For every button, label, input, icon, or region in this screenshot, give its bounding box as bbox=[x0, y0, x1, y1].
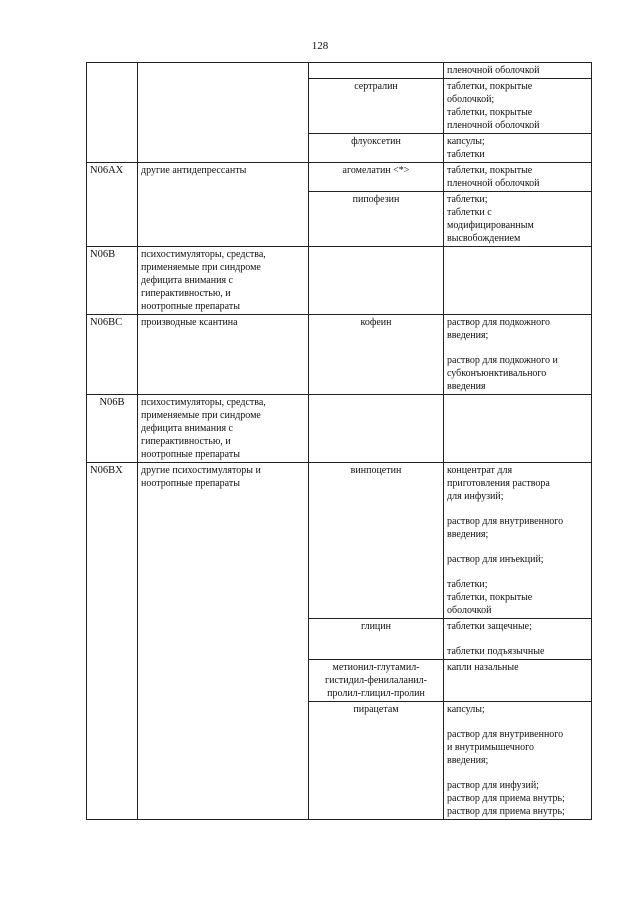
form-cell bbox=[444, 247, 592, 315]
atc-code-cell bbox=[87, 63, 138, 163]
form-text: раствор для инфузий; раствор для приема внутрь; раствор для приема внутрь; bbox=[447, 780, 565, 817]
form-cell bbox=[444, 395, 592, 463]
drug-cell: винпоцетин bbox=[309, 463, 444, 619]
table-row bbox=[87, 463, 592, 619]
form-cell bbox=[444, 134, 592, 163]
group-cell: психостимуляторы, средства, применяемые при синдроме дефицита внимания с гиперактивностью, и ноотропные препараты bbox=[138, 247, 309, 315]
form-text: раствор для подкожного и субконъюнктивального введения bbox=[447, 355, 558, 392]
form-text: таблетки; таблетки, покрытые оболочкой bbox=[447, 579, 533, 616]
form-cell bbox=[444, 702, 592, 820]
drug-cell bbox=[309, 63, 444, 79]
form-cell bbox=[444, 192, 592, 247]
drug-cell bbox=[309, 395, 444, 463]
form-text: раствор для внутривенного и внутримышечного введения; bbox=[447, 729, 564, 766]
drug-cell: сертралин bbox=[309, 79, 444, 134]
form-text: таблетки подъязычные bbox=[447, 646, 545, 657]
table-row bbox=[87, 163, 592, 192]
form-cell bbox=[444, 619, 592, 660]
atc-code-cell: N06BC bbox=[87, 315, 138, 395]
form-text: концентрат для приготовления раствора для инфузий; bbox=[447, 465, 550, 502]
form-cell bbox=[444, 63, 592, 79]
table-row bbox=[87, 395, 592, 463]
drug-cell: метионил-глутамил- гистидил-фенилаланил- пролил-глицил-пролин bbox=[309, 660, 444, 702]
drug-cell bbox=[309, 247, 444, 315]
atc-code-cell: N06B bbox=[87, 247, 138, 315]
drug-cell: пипофезин bbox=[309, 192, 444, 247]
atc-code-cell: N06BX bbox=[87, 463, 138, 820]
form-text: таблетки; таблетки с модифицированным высвобождением bbox=[447, 194, 534, 244]
group-cell: другие психостимуляторы и ноотропные препараты bbox=[138, 463, 309, 820]
form-text: капсулы; таблетки bbox=[447, 136, 485, 160]
group-cell: психостимуляторы, средства, применяемые при синдроме дефицита внимания с гиперактивностью, и ноотропные препараты bbox=[138, 395, 309, 463]
drug-cell: пирацетам bbox=[309, 702, 444, 820]
atc-code-cell: N06B bbox=[87, 395, 138, 463]
page-number: 128 bbox=[311, 40, 329, 52]
drug-table bbox=[86, 62, 592, 820]
form-text: таблетки, покрытые оболочкой; таблетки, покрытые пленочной оболочкой bbox=[447, 81, 540, 131]
drug-cell: кофеин bbox=[309, 315, 444, 395]
form-text: раствор для инъекций; bbox=[447, 554, 544, 565]
form-text: раствор для подкожного введения; bbox=[447, 317, 550, 341]
drug-cell: глицин bbox=[309, 619, 444, 660]
form-cell bbox=[444, 315, 592, 395]
form-cell bbox=[444, 163, 592, 192]
form-text: пленочной оболочкой bbox=[447, 65, 540, 76]
form-text: капли назальные bbox=[447, 662, 519, 673]
form-text: таблетки защечные; bbox=[447, 621, 532, 632]
table-row bbox=[87, 63, 592, 79]
form-cell bbox=[444, 463, 592, 619]
form-text: таблетки, покрытые пленочной оболочкой bbox=[447, 165, 540, 189]
group-cell bbox=[138, 63, 309, 163]
group-cell: производные ксантина bbox=[138, 315, 309, 395]
table-row bbox=[87, 315, 592, 395]
form-cell bbox=[444, 79, 592, 134]
form-cell bbox=[444, 660, 592, 702]
form-text: капсулы; bbox=[447, 704, 485, 715]
group-cell: другие антидепрессанты bbox=[138, 163, 309, 247]
drug-cell: флуоксетин bbox=[309, 134, 444, 163]
table-row bbox=[87, 247, 592, 315]
drug-cell: агомелатин <*> bbox=[309, 163, 444, 192]
atc-code-cell: N06AX bbox=[87, 163, 138, 247]
form-text: раствор для внутривенного введения; bbox=[447, 516, 564, 540]
